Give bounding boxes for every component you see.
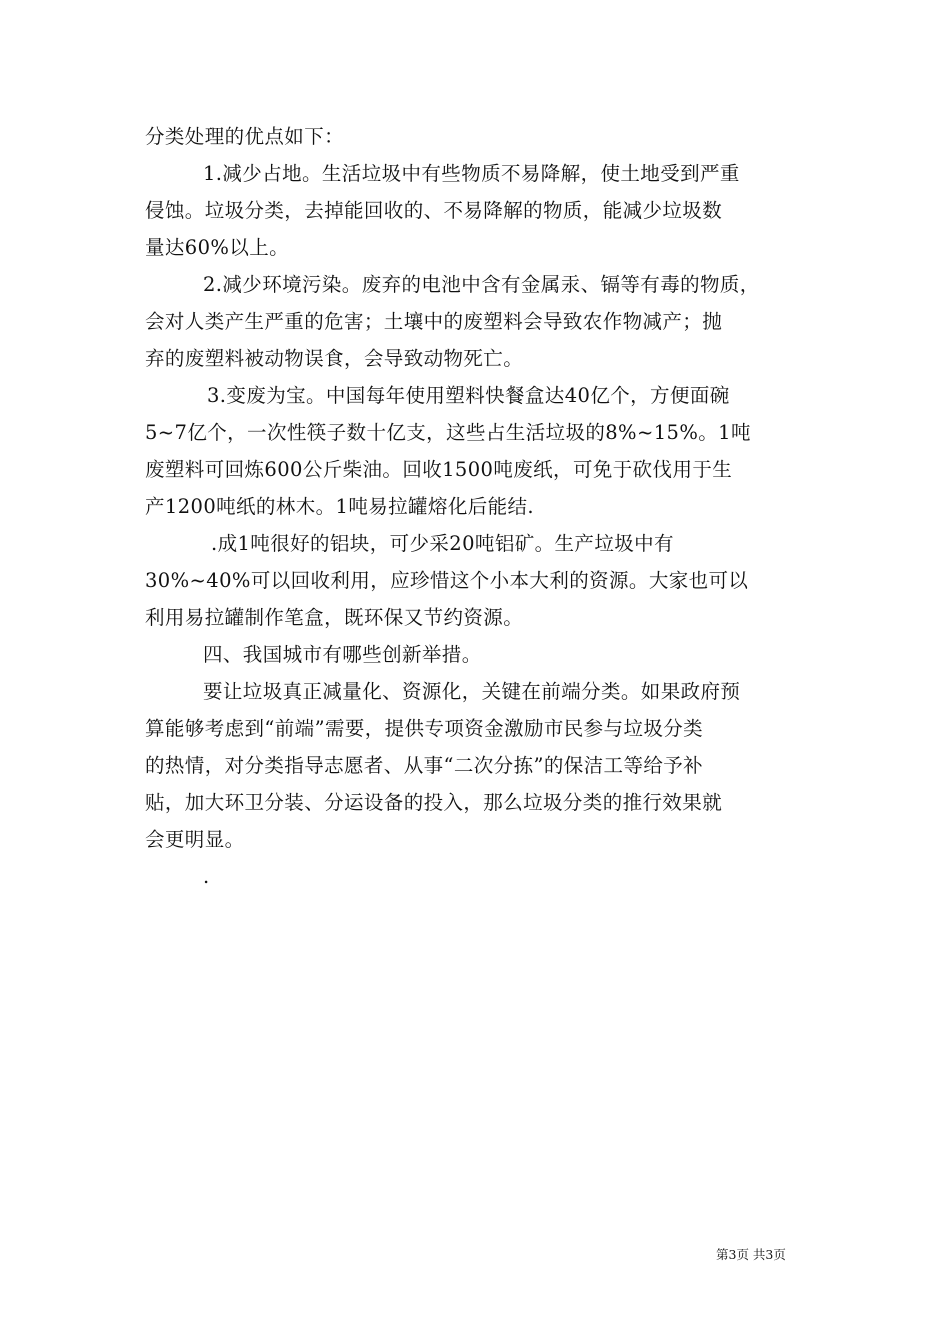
point-1-line-1: 1.减少占地。生活垃圾中有些物质不易降解，使土地受到严重 bbox=[203, 162, 740, 185]
measures-paragraph-line-4: 贴，加大环卫分装、分运设备的投入，那么垃圾分类的推行效果就 bbox=[145, 791, 723, 814]
point-3-line-1: 3.变废为宝。中国每年使用塑料快餐盒达40亿个，方便面碗 bbox=[207, 384, 730, 407]
trailing-dot: . bbox=[203, 865, 210, 888]
point-3-line-4: 产1200吨纸的林木。1吨易拉罐熔化后能结. bbox=[145, 495, 535, 518]
point-3-continuation-line-2: 30%~40%可以回收利用，应珍惜这个小本大利的资源。大家也可以 bbox=[145, 569, 749, 592]
point-3-continuation-line-3: 利用易拉罐制作笔盒，既环保又节约资源。 bbox=[145, 606, 524, 629]
point-2-line-1: 2.减少环境污染。废弃的电池中含有金属汞、镉等有毒的物质， bbox=[203, 273, 760, 296]
measures-paragraph-line-3: 的热情，对分类指导志愿者、从事“二次分拣”的保洁工等给予补 bbox=[145, 754, 704, 777]
measures-paragraph-line-1: 要让垃圾真正减量化、资源化，关键在前端分类。如果政府预 bbox=[203, 680, 741, 703]
point-2-line-3: 弃的废塑料被动物误食，会导致动物死亡。 bbox=[145, 347, 524, 370]
paragraph-intro-line: 分类处理的优点如下： bbox=[145, 125, 345, 148]
point-3-continuation-line-1: .成1吨很好的铝块，可少采20吨铝矿。生产垃圾中有 bbox=[211, 532, 674, 555]
page-number-footer: 第3页 共3页 bbox=[716, 1247, 786, 1262]
document-body bbox=[145, 118, 815, 895]
section-heading-4: 四、我国城市有哪些创新举措。 bbox=[203, 643, 482, 666]
measures-paragraph-line-5: 会更明显。 bbox=[145, 828, 245, 851]
point-3-line-2: 5~7亿个，一次性筷子数十亿支，这些占生活垃圾的8%~15%。1吨 bbox=[145, 421, 751, 444]
point-3-line-3: 废塑料可回炼600公斤柴油。回收1500吨废纸，可免于砍伐用于生 bbox=[145, 458, 733, 481]
point-1-line-3: 量达60%以上。 bbox=[145, 236, 290, 259]
point-1-line-2: 侵蚀。垃圾分类，去掉能回收的、不易降解的物质，能减少垃圾数 bbox=[145, 199, 723, 222]
measures-paragraph-line-2: 算能够考虑到“前端”需要，提供专项资金激励市民参与垃圾分类 bbox=[145, 717, 704, 740]
point-2-line-2: 会对人类产生严重的危害；土壤中的废塑料会导致农作物减产；抛 bbox=[145, 310, 723, 333]
